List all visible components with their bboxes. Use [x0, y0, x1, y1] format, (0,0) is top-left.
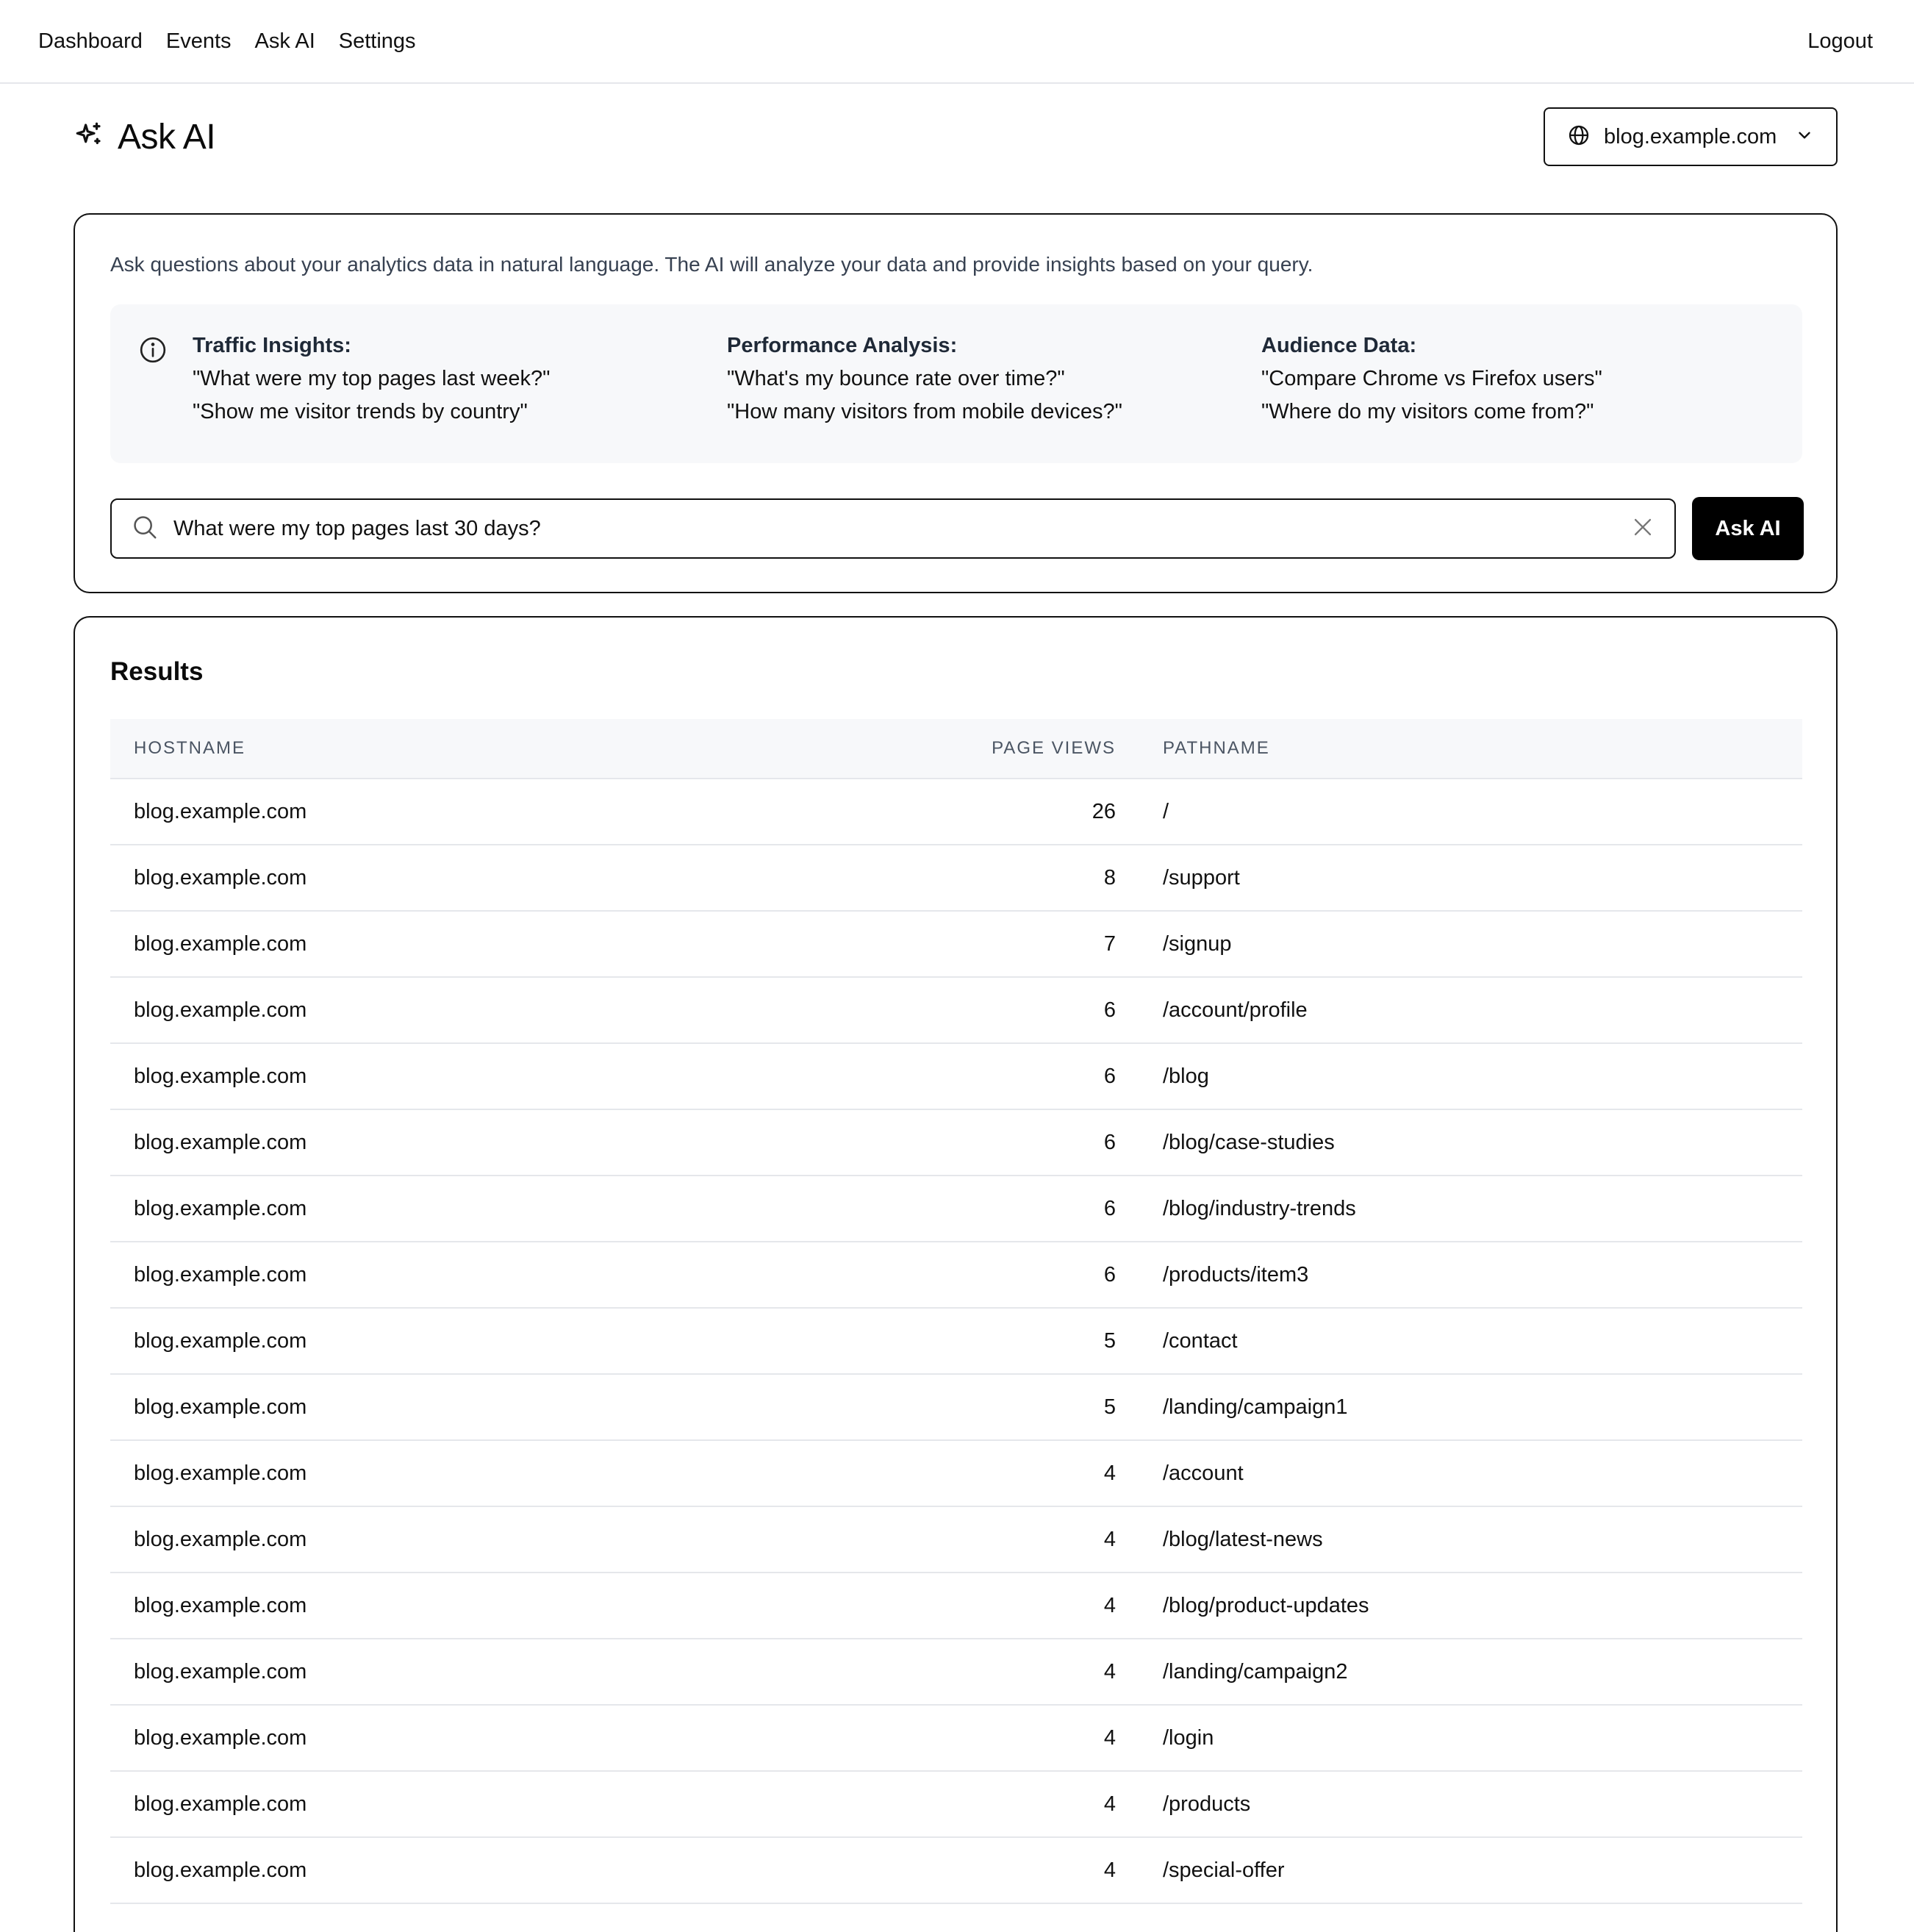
cell-pathname: /products [1163, 1792, 1251, 1816]
cell-page-views: 4 [1103, 1659, 1116, 1684]
results-card [74, 616, 1838, 1932]
cell-page-views: 7 [1103, 931, 1116, 956]
example-query[interactable]: "Compare Chrome vs Firefox users" [1261, 367, 1602, 390]
table-row [110, 1772, 1802, 1838]
table-body [110, 779, 1802, 1904]
cell-page-views: 4 [1103, 1792, 1116, 1816]
nav-dashboard[interactable]: Dashboard [38, 29, 143, 53]
table-row [110, 1573, 1802, 1639]
column-header-page-views[interactable]: PAGE VIEWS [992, 738, 1116, 758]
table-row [110, 978, 1802, 1044]
cell-page-views: 4 [1103, 1858, 1116, 1882]
example-query[interactable]: "What were my top pages last week?" [193, 367, 551, 390]
example-group-title: Audience Data: [1261, 334, 1417, 357]
cell-hostname: blog.example.com [134, 1262, 307, 1287]
chevron-down-icon [1795, 126, 1814, 149]
cell-pathname: /landing/campaign1 [1163, 1395, 1348, 1419]
example-group-title: Performance Analysis: [727, 334, 958, 357]
cell-pathname: /products/item3 [1163, 1262, 1309, 1287]
cell-hostname: blog.example.com [134, 1725, 307, 1750]
page-header [74, 107, 1838, 166]
cell-pathname: /landing/campaign2 [1163, 1659, 1348, 1684]
cell-hostname: blog.example.com [134, 1792, 307, 1816]
table-row [110, 1441, 1802, 1507]
clear-icon[interactable] [1630, 515, 1655, 543]
cell-hostname: blog.example.com [134, 1858, 307, 1882]
table-row [110, 1375, 1802, 1441]
cell-page-views: 4 [1103, 1725, 1116, 1750]
cell-hostname: blog.example.com [134, 1130, 307, 1154]
example-query[interactable]: "Where do my visitors come from?" [1261, 400, 1594, 423]
cell-hostname: blog.example.com [134, 931, 307, 956]
results-table [110, 719, 1802, 1904]
example-query[interactable]: "Show me visitor trends by country" [193, 400, 528, 423]
nav-links [38, 29, 416, 54]
cell-hostname: blog.example.com [134, 998, 307, 1022]
ask-ai-card [74, 213, 1838, 593]
column-header-hostname[interactable]: HOSTNAME [134, 738, 246, 758]
table-row [110, 1507, 1802, 1573]
nav-settings[interactable]: Settings [338, 29, 416, 53]
cell-page-views: 4 [1103, 1527, 1116, 1551]
page-title: Ask AI [118, 117, 216, 157]
cell-hostname: blog.example.com [134, 1659, 307, 1684]
title-wrap [74, 117, 215, 157]
cell-pathname: /account [1163, 1461, 1244, 1485]
search-icon [131, 513, 159, 545]
table-row [110, 779, 1802, 845]
table-row [110, 1242, 1802, 1309]
cell-pathname: /login [1163, 1725, 1214, 1750]
results-title: Results [110, 657, 204, 686]
cell-page-views: 6 [1103, 1130, 1116, 1154]
cell-page-views: 6 [1103, 1262, 1116, 1287]
cell-pathname: / [1163, 799, 1169, 823]
example-query[interactable]: "What's my bounce rate over time?" [727, 367, 1065, 390]
cell-page-views: 26 [1092, 799, 1116, 823]
column-header-pathname[interactable]: PATHNAME [1163, 738, 1270, 758]
cell-hostname: blog.example.com [134, 1196, 307, 1220]
cell-hostname: blog.example.com [134, 1395, 307, 1419]
cell-page-views: 6 [1103, 998, 1116, 1022]
ask-ai-intro: Ask questions about your analytics data in natural language. The AI will analyze your data and provide insights based on your query. [110, 253, 1313, 276]
table-row [110, 1639, 1802, 1706]
table-row [110, 1110, 1802, 1176]
table-row [110, 1838, 1802, 1904]
cell-page-views: 5 [1103, 1395, 1116, 1419]
nav-ask-ai[interactable]: Ask AI [254, 29, 315, 53]
cell-pathname: /support [1163, 865, 1240, 890]
example-group-audience [1261, 334, 1602, 433]
table-header [110, 719, 1802, 779]
example-group-performance [727, 334, 1122, 433]
sparkles-icon [74, 120, 104, 154]
cell-pathname: /signup [1163, 931, 1232, 956]
site-selector[interactable] [1544, 107, 1838, 166]
cell-pathname: /special-offer [1163, 1858, 1285, 1882]
ask-ai-button[interactable]: Ask AI [1692, 497, 1804, 560]
table-row [110, 1044, 1802, 1110]
cell-pathname: /blog/industry-trends [1163, 1196, 1356, 1220]
example-queries-panel [110, 304, 1802, 463]
example-group-traffic [193, 334, 550, 433]
query-input[interactable] [173, 517, 1630, 541]
nav-events[interactable]: Events [165, 29, 232, 53]
site-selector-label: blog.example.com [1604, 124, 1777, 149]
cell-pathname: /blog/latest-news [1163, 1527, 1323, 1551]
example-group-title: Traffic Insights: [193, 334, 351, 357]
example-query[interactable]: "How many visitors from mobile devices?" [727, 400, 1122, 423]
info-icon [138, 335, 168, 368]
query-box [110, 498, 1676, 559]
cell-page-views: 4 [1103, 1593, 1116, 1617]
table-row [110, 1309, 1802, 1375]
table-row [110, 845, 1802, 912]
table-row [110, 1706, 1802, 1772]
cell-hostname: blog.example.com [134, 1593, 307, 1617]
cell-pathname: /contact [1163, 1328, 1238, 1353]
cell-page-views: 5 [1103, 1328, 1116, 1353]
cell-hostname: blog.example.com [134, 1461, 307, 1485]
cell-pathname: /blog/product-updates [1163, 1593, 1369, 1617]
cell-page-views: 4 [1103, 1461, 1116, 1485]
cell-hostname: blog.example.com [134, 1527, 307, 1551]
cell-hostname: blog.example.com [134, 865, 307, 890]
cell-pathname: /blog/case-studies [1163, 1130, 1335, 1154]
table-row [110, 912, 1802, 978]
cell-page-views: 6 [1103, 1064, 1116, 1088]
logout-link[interactable]: Logout [1807, 29, 1873, 53]
cell-page-views: 6 [1103, 1196, 1116, 1220]
top-navigation [0, 0, 1914, 84]
cell-page-views: 8 [1103, 865, 1116, 890]
cell-pathname: /blog [1163, 1064, 1209, 1088]
cell-pathname: /account/profile [1163, 998, 1308, 1022]
globe-icon [1567, 124, 1591, 151]
cell-hostname: blog.example.com [134, 1064, 307, 1088]
cell-hostname: blog.example.com [134, 1328, 307, 1353]
cell-hostname: blog.example.com [134, 799, 307, 823]
table-row [110, 1176, 1802, 1242]
